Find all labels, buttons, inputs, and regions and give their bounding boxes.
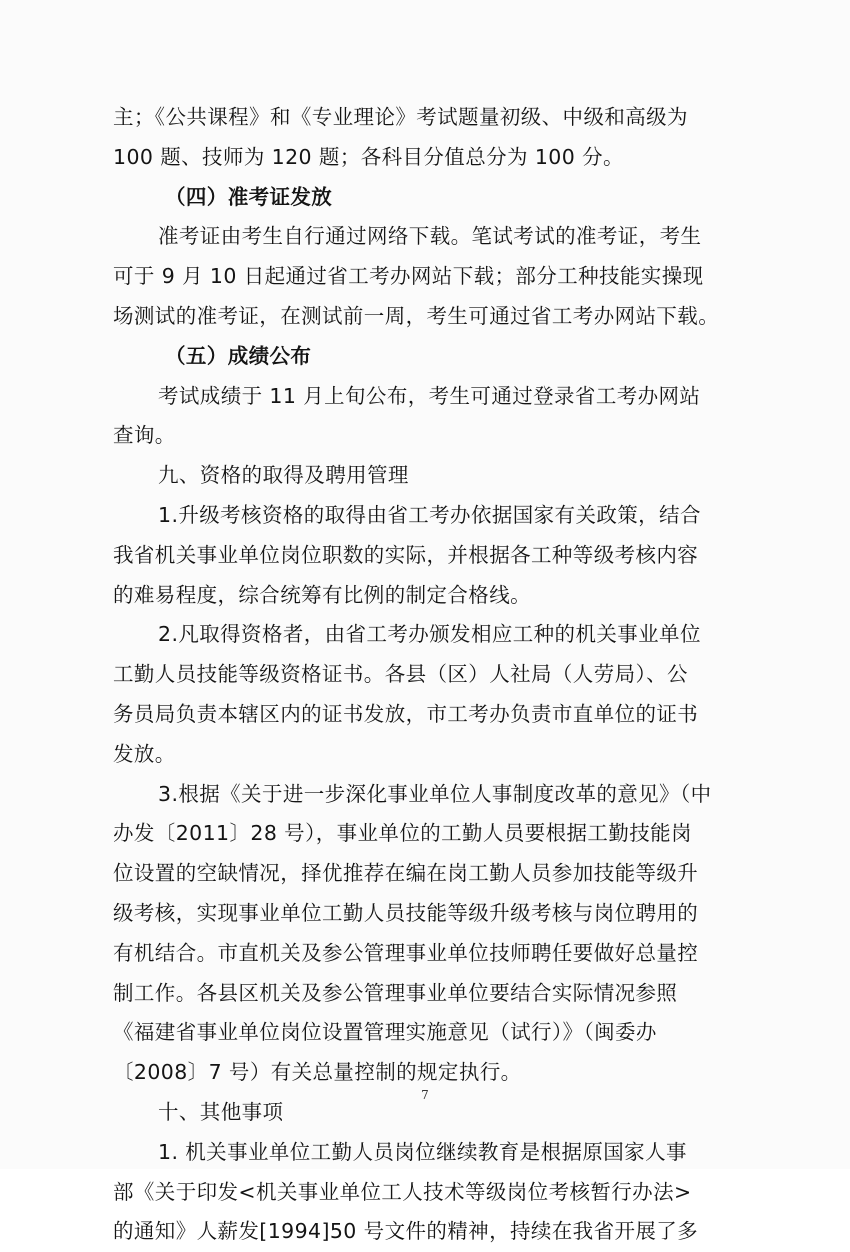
text-line: 有机结合。市直机关及参公管理事业单位技师聘任要做好总量控 [113, 940, 699, 965]
text-line: 我省机关事业单位岗位职数的实际，并根据各工种等级考核内容 [113, 542, 699, 567]
text-line: 100 题、技师为 120 题；各科目分值总分为 100 分。 [113, 144, 624, 169]
text-line: 主；《公共课程》和《专业理论》考试题量初级、中级和高级为 [113, 105, 688, 129]
text-line: 发放。 [113, 741, 176, 766]
text-line: 务员局负责本辖区内的证书发放，市工考办负责市直单位的证书 [113, 701, 699, 726]
text-line: 级考核，实现事业单位工勤人员技能等级升级考核与岗位聘用的 [113, 900, 699, 925]
text-line: 的难易程度，综合统筹有比例的制定合格线。 [113, 582, 531, 607]
page-number: 7 [421, 1088, 429, 1102]
paragraph-start: 2.凡取得资格者，由省工考办颁发相应工种的机关事业单位 [158, 622, 701, 647]
text-line: 办发〔2011〕28 号），事业单位的工勤人员要根据工勤技能岗 [113, 821, 692, 846]
section-heading: （五）成绩公布 [165, 343, 312, 368]
paragraph-start: 1. 机关事业单位工勤人员岗位继续教育是根据原国家人事 [158, 1139, 687, 1164]
section-heading: （四）准考证发放 [165, 184, 333, 209]
text-line: 的通知》人薪发[1994]50 号文件的精神，持续在我省开展了多 [113, 1219, 699, 1244]
text-line: 工勤人员技能等级资格证书。各县（区）人社局（人劳局）、公 [113, 662, 688, 687]
text-line: 可于 9 月 10 日起通过省工考办网站下载；部分工种技能实操现 [113, 264, 704, 289]
text-line: 位设置的空缺情况，择优推荐在编在岗工勤人员参加技能等级升 [113, 861, 699, 886]
text-line: 场测试的准考证，在测试前一周，考生可通过省工考办网站下载。 [113, 303, 720, 328]
text-line: 查询。 [113, 423, 176, 448]
document-body [113, 98, 733, 1252]
paragraph-start: 3.根据《关于进一步深化事业单位人事制度改革的意见》（中 [158, 781, 712, 806]
section-heading: 九、资格的取得及聘用管理 [158, 463, 409, 488]
paragraph-start: 1.升级考核资格的取得由省工考办依据国家有关政策，结合 [158, 502, 701, 527]
text-line: 部《关于印发<机关事业单位工人技术等级岗位考核暂行办法> [113, 1179, 692, 1204]
section-heading: 十、其他事项 [158, 1099, 284, 1124]
text-line: 制工作。各县区机关及参公管理事业单位要结合实际情况参照 [113, 980, 678, 1005]
paragraph-start: 考试成绩于 11 月上旬公布，考生可通过登录省工考办网站 [158, 383, 701, 408]
paragraph-start: 准考证由考生自行通过网络下载。笔试考试的准考证，考生 [158, 224, 702, 249]
text-line: 《福建省事业单位岗位设置管理实施意见（试行）》（闽委办 [113, 1020, 657, 1045]
text-line: 〔2008〕7 号）有关总量控制的规定执行。 [113, 1060, 522, 1085]
